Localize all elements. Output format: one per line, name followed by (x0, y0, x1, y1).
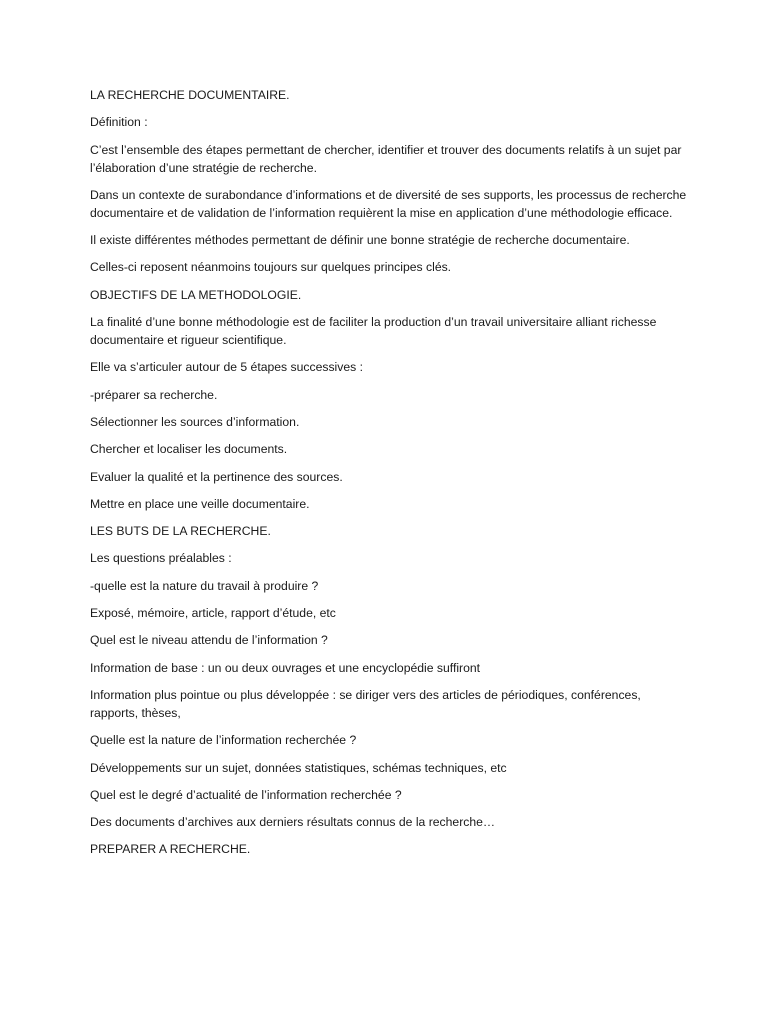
question: -quelle est la nature du travail à produire ? (90, 578, 319, 593)
paragraph: Exposé, mémoire, article, rapport d’étude, etc (90, 606, 336, 621)
paragraph: Dans un contexte de surabondance d’informations et de diversité de ses supports, les processus de recherche documentaire et de validation de l’information requièrent la mise en application d’une méthodologie efficace. (90, 187, 687, 220)
paragraph: Elle va s’articuler autour de 5 étapes successives : (90, 360, 363, 375)
list-item: -préparer sa recherche. (90, 387, 218, 402)
paragraph: Il existe différentes méthodes permettant de définir une bonne stratégie de recherche documentaire. (90, 233, 630, 248)
question: Quel est le niveau attendu de l’information ? (90, 633, 328, 648)
paragraph: Développements sur un sujet, données statistiques, schémas techniques, etc (90, 760, 507, 775)
paragraph: Information plus pointue ou plus développée : se diriger vers des articles de périodiques, conférences, rapports, thèses, (90, 687, 641, 720)
question: Quel est le degré d’actualité de l’information recherchée ? (90, 787, 402, 802)
paragraph: Les questions préalables : (90, 551, 232, 566)
document-body (90, 86, 690, 868)
section-heading: PREPARER A RECHERCHE. (90, 842, 251, 857)
section-heading: LES BUTS DE LA RECHERCHE. (90, 524, 271, 539)
section-heading: OBJECTIFS DE LA METHODOLOGIE. (90, 287, 302, 302)
paragraph: Des documents d’archives aux derniers résultats connus de la recherche… (90, 815, 496, 830)
list-item: Evaluer la qualité et la pertinence des sources. (90, 469, 343, 484)
definition-heading: Définition : (90, 115, 148, 130)
list-item: Mettre en place une veille documentaire. (90, 496, 310, 511)
question: Quelle est la nature de l’information recherchée ? (90, 733, 357, 748)
paragraph: Information de base : un ou deux ouvrages et une encyclopédie suffiront (90, 660, 481, 675)
list-item: Chercher et localiser les documents. (90, 442, 288, 457)
list-item: Sélectionner les sources d’information. (90, 414, 300, 429)
paragraph: Celles-ci reposent néanmoins toujours sur quelques principes clés. (90, 260, 452, 275)
paragraph: La finalité d’une bonne méthodologie est de faciliter la production d’un travail universitaire alliant richesse documentaire et rigueur scientifique. (90, 315, 657, 348)
document-title: LA RECHERCHE DOCUMENTAIRE. (90, 88, 290, 102)
paragraph: C’est l’ensemble des étapes permettant de chercher, identifier et trouver des documents relatifs à un sujet par l’élaboration d’une stratégie de recherche. (90, 142, 682, 175)
